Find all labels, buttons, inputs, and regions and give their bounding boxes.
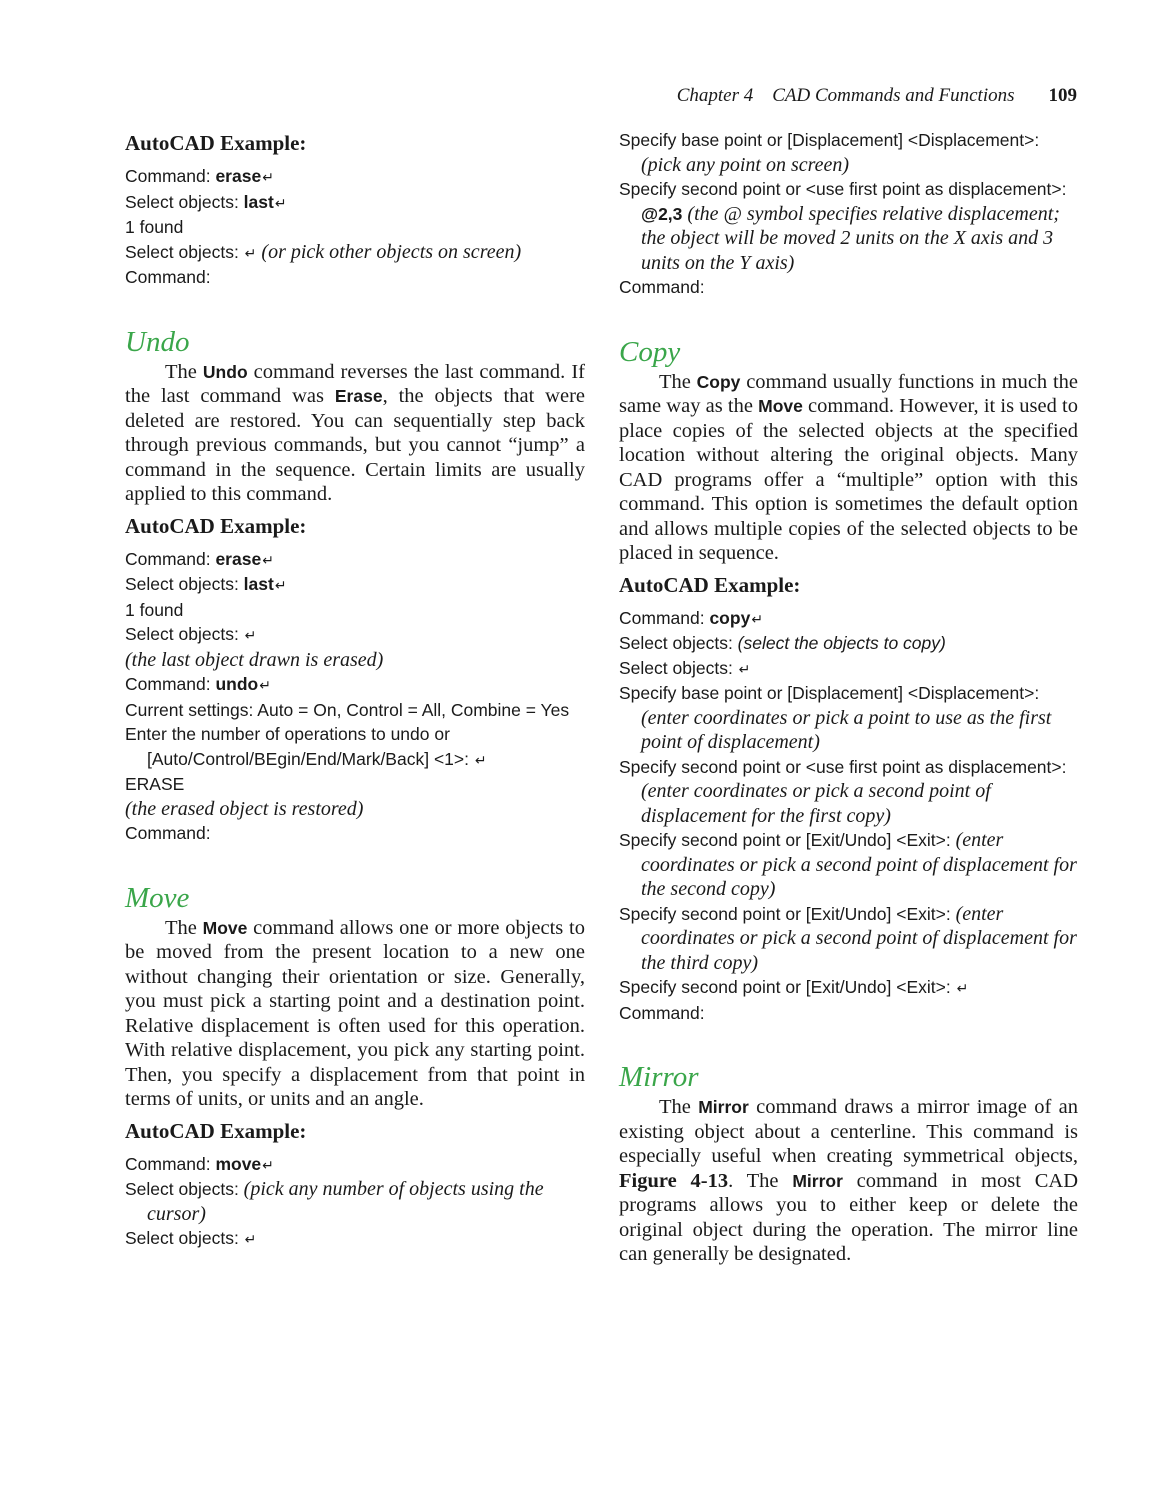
prompt-text: Command: — [125, 548, 216, 569]
explanatory-note: (enter coordinates or pick a second point of displacement for the first copy) — [641, 780, 991, 827]
explanatory-note: (the erased object is restored) — [125, 797, 364, 820]
typed-input: move — [215, 1153, 262, 1174]
prompt-text: Select objects: — [619, 633, 738, 653]
prompt-text: ERASE — [125, 774, 185, 794]
chapter-label: Chapter 4 — [676, 85, 754, 106]
prompt-text: Specify base point or [Displacement] <Displacement>: — [619, 683, 1040, 703]
prompt-text: 1 found — [125, 599, 184, 620]
command-line — [125, 772, 585, 797]
command-line — [619, 755, 1078, 829]
typed-input: erase — [215, 166, 262, 186]
explanatory-note: (enter coordinates or pick a point to use as the first point of displacement) — [641, 706, 1052, 753]
example-heading: AutoCAD Example: — [125, 131, 307, 155]
command-line — [125, 698, 585, 723]
typed-input: last — [243, 574, 274, 594]
prompt-text: Select objects: — [125, 241, 244, 262]
explanatory-note: (pick any point on screen) — [641, 153, 850, 176]
command-line — [619, 275, 1078, 300]
command-line — [125, 265, 585, 290]
command-line — [125, 598, 585, 623]
prompt-text: Specify base point or [Displacement] <Displacement>: — [619, 130, 1040, 150]
section-title-mirror: Mirror — [619, 1061, 699, 1093]
section-title-copy: Copy — [619, 335, 681, 368]
explanatory-note: (the @ symbol specifies relative displacement; the object will be moved 2 units on the X axis and 3 units on the Y axis) — [641, 202, 1060, 274]
command-line — [125, 240, 585, 266]
section-title-undo: Undo — [125, 325, 190, 358]
prompt-text: Specify second point or [Exit/Undo] <Exit>: — [619, 830, 956, 850]
enter-key-icon: ↵ — [474, 751, 487, 768]
command-line — [125, 722, 585, 772]
command-line — [125, 547, 585, 573]
prompt-text: Command: — [125, 267, 211, 287]
enter-key-icon: ↵ — [956, 980, 969, 996]
typed-input: copy — [709, 607, 751, 628]
enter-key-icon: ↵ — [244, 627, 257, 643]
command-line — [125, 821, 585, 846]
command-line — [125, 1177, 585, 1226]
prompt-text: Specify second point or <use first point as displacement>: — [619, 756, 1067, 777]
command-line — [619, 681, 1078, 755]
command-line — [619, 128, 1078, 177]
command-line — [125, 1152, 585, 1178]
command-line — [619, 902, 1078, 976]
command-line — [619, 606, 1078, 632]
prompt-text: Command: — [125, 1153, 216, 1174]
enter-key-icon: ↵ — [738, 660, 751, 677]
prompt-text: Command: — [125, 166, 216, 186]
typed-input: undo — [215, 674, 259, 694]
command-line — [619, 631, 1078, 656]
enter-key-icon: ↵ — [244, 1231, 257, 1247]
prompt-text: Command: — [619, 607, 710, 628]
left-column — [125, 128, 585, 1252]
command-line — [619, 656, 1078, 682]
command-listing-move-continued — [619, 128, 1078, 300]
prompt-text: Select objects: — [125, 624, 244, 644]
example-heading: AutoCAD Example: — [125, 1118, 307, 1143]
enter-key-icon: ↵ — [262, 551, 274, 568]
command-line — [125, 1226, 585, 1252]
prompt-text: Select objects: — [125, 1179, 244, 1199]
explanatory-note: (enter coordinates or pick a second point of displacement for the second copy) — [641, 829, 1077, 900]
explanatory-note: (select the objects to copy) — [737, 633, 946, 653]
command-line — [125, 164, 585, 190]
explanatory-note: (the last object drawn is erased) — [125, 648, 384, 671]
command-line — [125, 190, 585, 216]
prompt-text: Select objects: — [125, 574, 244, 594]
prompt-text: Specify second point or <use first point as displacement>: — [619, 179, 1067, 199]
enter-key-icon: ↵ — [751, 610, 764, 627]
prompt-text: Specify second point or [Exit/Undo] <Exit>: — [619, 903, 956, 924]
section-title-move: Move — [125, 881, 190, 914]
prompt-text: Command: — [619, 1002, 705, 1023]
page-number: 109 — [1048, 85, 1077, 106]
command-line — [619, 1001, 1078, 1026]
prompt-text: Select objects: — [125, 191, 244, 212]
prompt-text: Select objects: — [619, 657, 738, 678]
chapter-title: CAD Commands and Functions — [772, 85, 1015, 106]
command-line — [125, 672, 585, 698]
prompt-text: Enter the number of operations to undo or [Auto/Control/BEgin/End/Mark/Back] <1>: — [125, 724, 474, 769]
enter-key-icon: ↵ — [274, 194, 287, 211]
command-line — [125, 572, 585, 598]
typed-input: @2,3 — [641, 203, 683, 224]
undo-paragraph: The Undo command reverses the last command. If the last command was Erase, the objects that were deleted are restored. You can sequentially step back through previous commands, but you cannot “jump” a command in the sequence. Certain limits are usually applied to this command. — [125, 360, 586, 505]
explanatory-note: (enter coordinates or pick a second point of displacement for the third copy) — [641, 902, 1077, 974]
command-line — [619, 177, 1078, 275]
command-line — [125, 648, 585, 673]
command-line — [619, 828, 1078, 902]
command-listing-erase — [125, 164, 585, 290]
figure-reference: Figure 4-13 — [619, 1169, 729, 1192]
mirror-paragraph: The Mirror command draws a mirror image of an existing object about a centerline. This command is especially useful when creating symmetrical objects, Figure 4-13. The Mirror command in most CAD programs allows you to either keep or delete the original object during the operation. The mirror line can generally be designated. — [619, 1096, 1078, 1265]
command-line — [125, 215, 585, 240]
right-column — [619, 128, 1078, 1267]
command-line — [619, 975, 1078, 1001]
enter-key-icon: ↵ — [262, 169, 274, 185]
example-heading: AutoCAD Example: — [125, 513, 307, 538]
prompt-text: Command: — [619, 277, 705, 297]
command-listing-move — [125, 1152, 585, 1252]
command-listing-copy — [619, 606, 1078, 1026]
running-head — [620, 84, 1077, 108]
enter-key-icon: ↵ — [274, 577, 287, 593]
typed-input: erase — [215, 548, 262, 569]
typed-input: last — [243, 191, 274, 212]
prompt-text: Current settings: Auto = On, Control = All, Combine = Yes — [125, 699, 570, 720]
example-heading: AutoCAD Example: — [619, 572, 801, 597]
explanatory-note: (pick any number of objects using the cursor) — [147, 1178, 544, 1225]
move-paragraph: The Move command allows one or more objects to be moved from the present location to a new one without changing their orientation or size. Generally, you must pick a starting point and a destination point. Relative displacement is often used for this operation. With relative displacement, you pick any starting point. Then, you specify a displacement from that point in terms of units, or units and an angle. — [125, 916, 586, 1110]
enter-key-icon: ↵ — [244, 244, 257, 261]
command-listing-undo — [125, 547, 585, 846]
enter-key-icon: ↵ — [259, 677, 271, 693]
prompt-text: Command: — [125, 823, 211, 843]
prompt-text: Specify second point or [Exit/Undo] <Exit>: — [619, 977, 956, 997]
copy-paragraph: The Copy command usually functions in much the same way as the Move command. However, it is used to place copies of the selected objects at the specified location without altering the original objects. Many CAD programs offer a “multiple” option with this command. This option is sometimes the default option and allows multiple copies of the selected objects to be placed in sequence. — [619, 370, 1078, 564]
prompt-text: 1 found — [125, 217, 184, 237]
command-line — [125, 797, 585, 822]
enter-key-icon: ↵ — [262, 1156, 274, 1173]
command-line — [125, 622, 585, 648]
prompt-text: Command: — [125, 674, 216, 694]
prompt-text: Select objects: — [125, 1228, 244, 1248]
explanatory-note: (or pick other objects on screen) — [256, 240, 522, 263]
